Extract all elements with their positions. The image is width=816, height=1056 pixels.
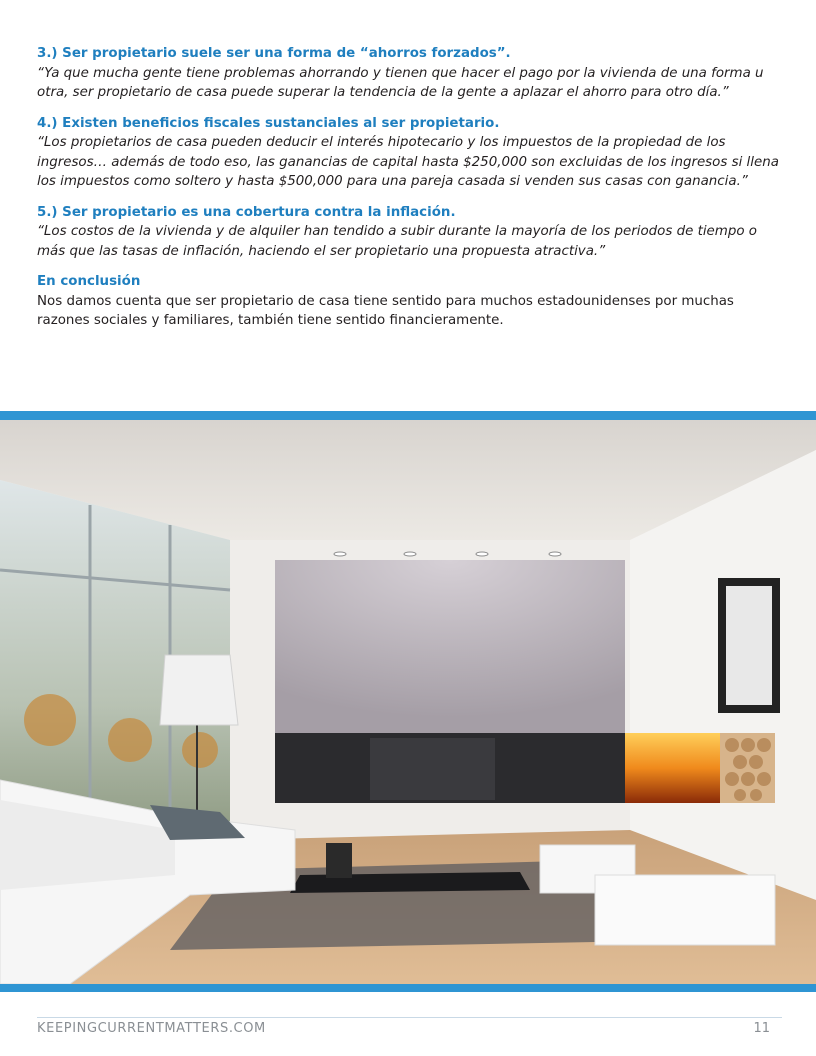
section-tax-benefits	[37, 114, 782, 192]
article-text	[37, 44, 782, 342]
top-accent-divider	[0, 411, 816, 420]
section-heading: 3.) Ser propietario suele ser una forma de “ahorros forzados”.	[37, 46, 511, 61]
living-room-photo	[0, 420, 816, 984]
section-forced-savings	[37, 44, 782, 103]
page-number: 11	[753, 1021, 770, 1036]
footer-rule	[37, 1017, 782, 1018]
section-heading: 5.) Ser propietario es una cobertura contra la inflación.	[37, 204, 456, 220]
section-quote: “Los costos de la vivienda y de alquiler han tendido a subir durante la mayoría de los periodos de tiempo o más que las tasas de inflación, haciendo el ser propietario una propuesta atractiva.”	[37, 224, 757, 259]
section-conclusion	[37, 272, 782, 331]
bottom-accent-divider	[0, 984, 816, 992]
conclusion-heading: En conclusión	[37, 274, 141, 289]
section-inflation-hedge	[37, 203, 782, 262]
conclusion-body: Nos damos cuenta que ser propietario de casa tiene sentido para muchos estadounidenses por muchas razones sociales y familiares, también tiene sentido financieramente.	[37, 293, 734, 328]
section-quote: “Los propietarios de casa pueden deducir el interés hipotecario y los impuestos de la propiedad de los ingresos… además de todo eso, las ganancias de capital hasta $250,000 son excluidas de los ingresos si llena los impuestos como soltero y hasta $500,000 para una pareja casada si venden sus casas con ganancia.”	[37, 135, 779, 189]
section-quote: “Ya que mucha gente tiene problemas ahorrando y tienen que hacer el pago por la vivienda de una forma u otra, ser propietario de casa puede superar la tendencia de la gente a aplazar el ahorro para otro día.”	[37, 65, 764, 100]
living-room-illustration	[0, 420, 816, 984]
section-heading: 4.) Existen beneficios fiscales sustanciales al ser propietario.	[37, 115, 500, 131]
footer-site: KEEPINGCURRENTMATTERS.COM	[37, 1021, 266, 1036]
